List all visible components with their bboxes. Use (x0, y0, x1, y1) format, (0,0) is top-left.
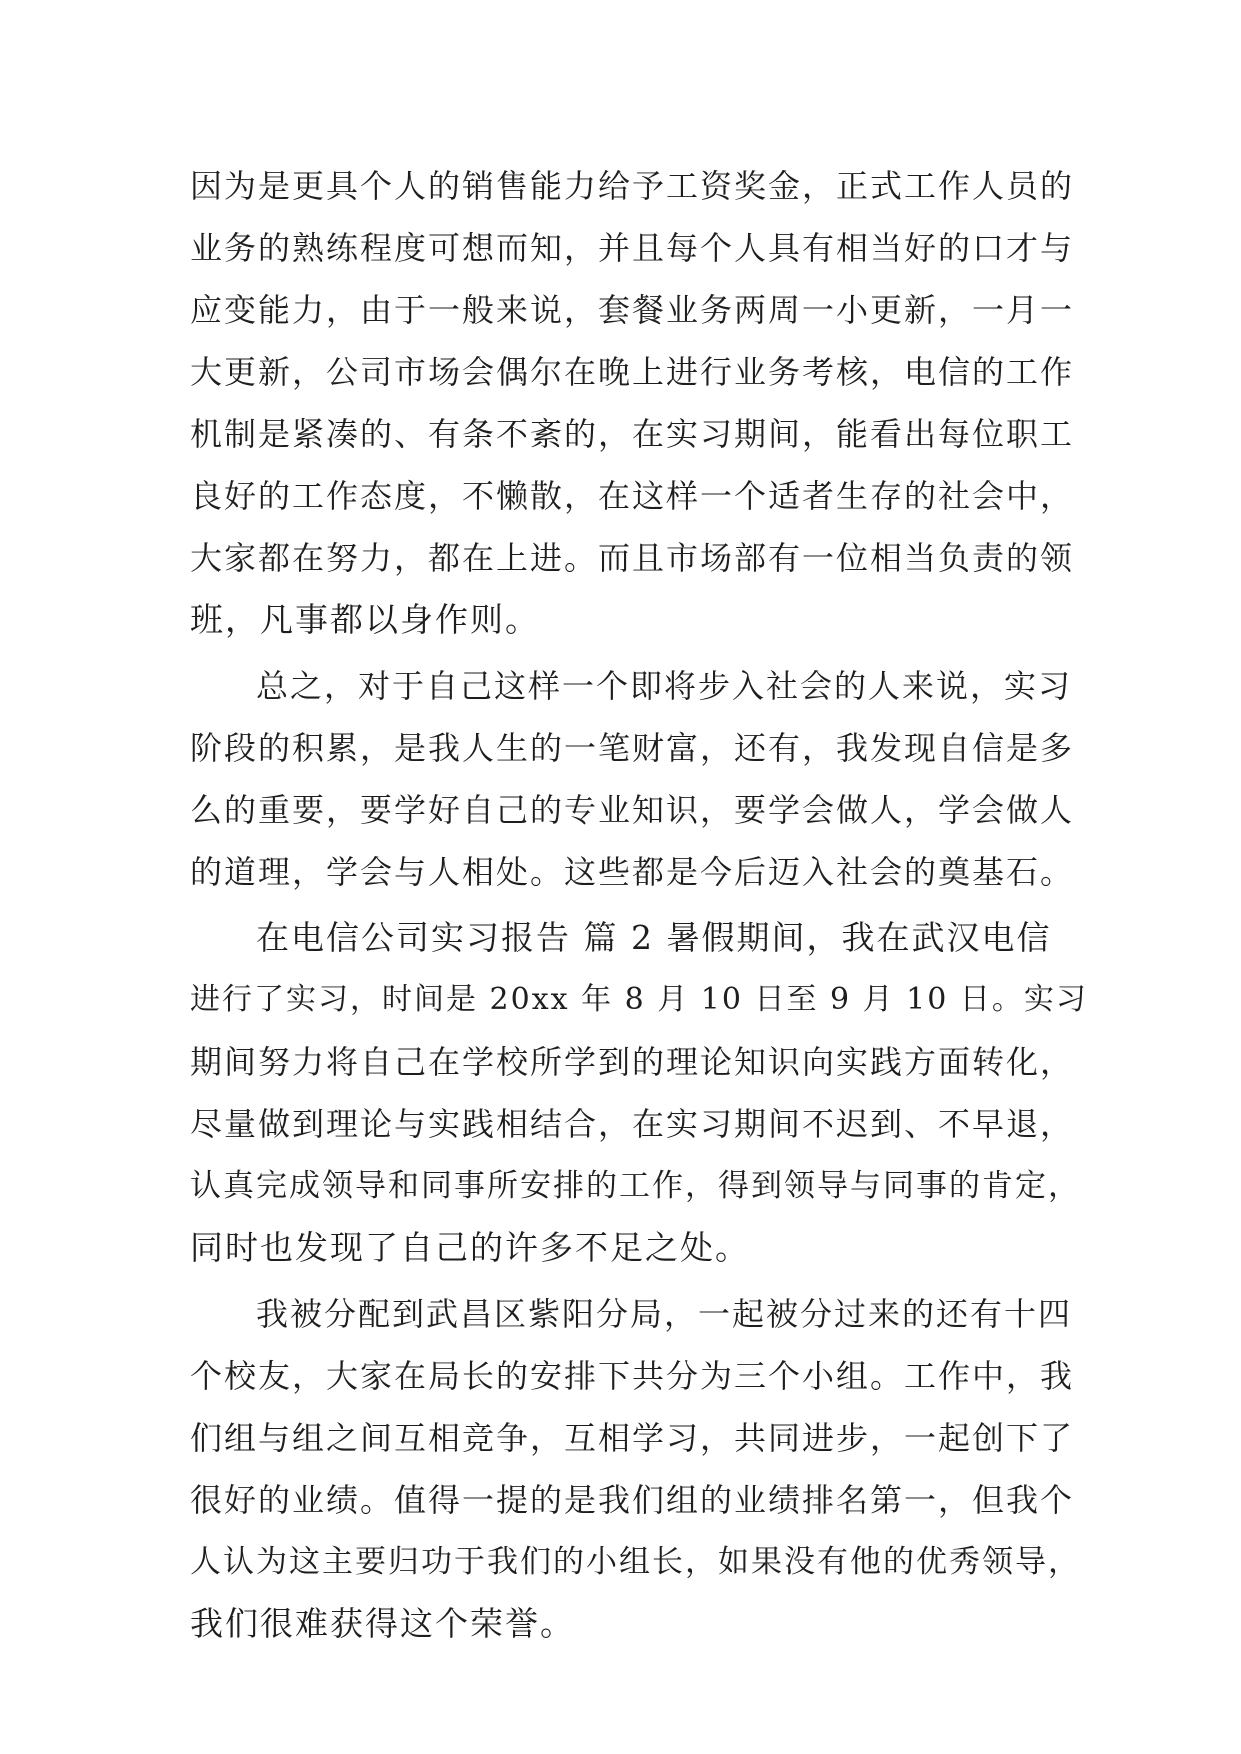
text-line: 应变能力，由于一般来说，套餐业务两周一小更新，一月一 (190, 291, 1075, 329)
text-line: 人认为这主要归功于我们的小组长，如果没有他的优秀领导， (190, 1544, 1081, 1580)
paragraph-first-line: 总之，对于自己这样一个即将步入社会的人来说，实习 (256, 667, 1073, 705)
text-line: 良好的工作态度，不懒散，在这样一个适者生存的社会中， (190, 477, 1075, 515)
paragraph-first-line: 我被分配到武昌区紫阳分局，一起被分过来的还有十四 (256, 1295, 1073, 1333)
text-line: 期间努力将自己在学校所学到的理论知识向实践方面转化， (190, 1043, 1075, 1081)
text-line: 因为是更具个人的销售能力给予工资奖金，正式工作人员的 (190, 167, 1075, 205)
text-line: 机制是紧凑的、有条不紊的，在实习期间，能看出每位职工 (190, 415, 1075, 453)
text-line: 尽量做到理论与实践相结合，在实习期间不迟到、不早退， (190, 1105, 1075, 1143)
text-line: 们组与组之间互相竞争，互相学习，共同进步，一起创下了 (190, 1419, 1075, 1457)
text-line: 个校友，大家在局长的安排下共分为三个小组。工作中，我 (190, 1357, 1075, 1395)
text-line: 大更新，公司市场会偶尔在晚上进行业务考核，电信的工作 (190, 353, 1075, 391)
text-line: 的道理，学会与人相处。这些都是今后迈入社会的奠基石。 (190, 853, 1075, 891)
text-line: 阶段的积累，是我人生的一笔财富，还有，我发现自信是多 (190, 729, 1075, 767)
text-line: 很好的业绩。值得一提的是我们组的业绩排名第一，但我个 (190, 1481, 1075, 1519)
text-line: 进行了实习，时间是 20xx 年 8 月 10 日至 9 月 10 日。实习 (190, 982, 1088, 1017)
text-line: 我们很难获得这个荣誉。 (190, 1604, 575, 1643)
section-heading-line: 在电信公司实习报告 篇 2 暑假期间，我在武汉电信 (256, 918, 1052, 957)
text-line: 业务的熟练程度可想而知，并且每个人具有相当好的口才与 (190, 229, 1075, 267)
text-line: 么的重要，要学好自己的专业知识，要学会做人，学会做人 (190, 791, 1075, 829)
text-line: 大家都在努力，都在上进。而且市场部有一位相当负责的领 (190, 539, 1075, 577)
text-line: 班，凡事都以身作则。 (190, 600, 540, 639)
text-line: 认真完成领导和同事所安排的工作，得到领导与同事的肯定， (190, 1168, 1081, 1204)
text-line: 同时也发现了自己的许多不足之处。 (190, 1228, 750, 1267)
